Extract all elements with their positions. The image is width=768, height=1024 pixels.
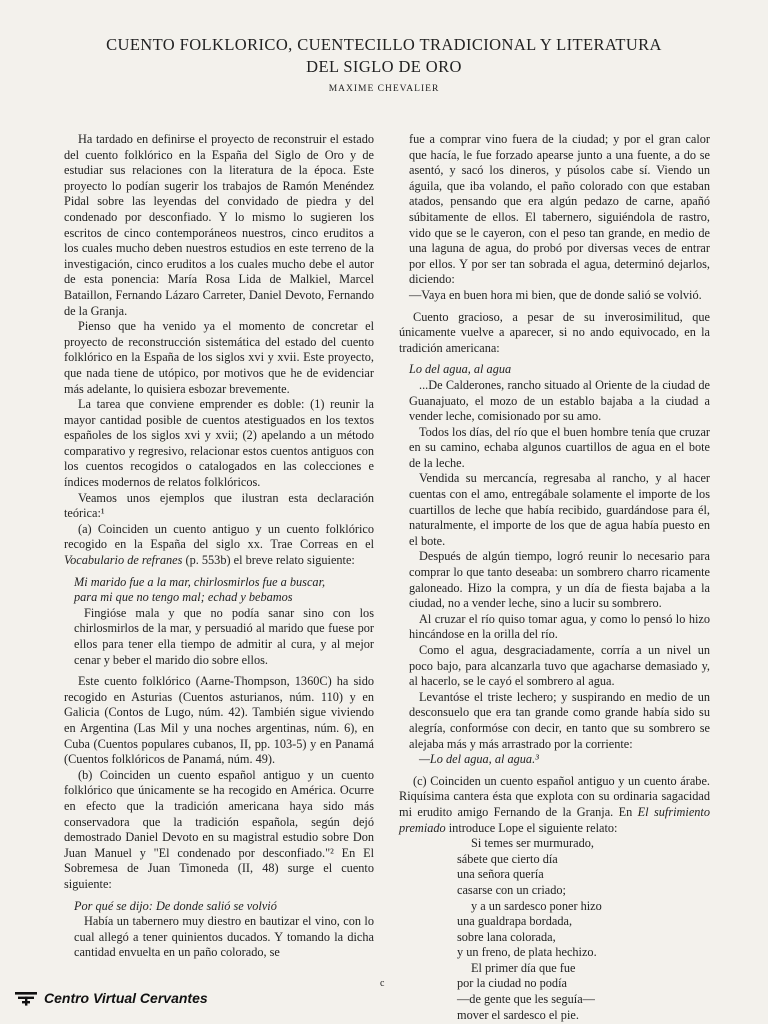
text-run: (p. 553b) el breve relato siguiente: [182, 553, 355, 568]
quote-body: Como el agua, desgraciadamente, corría a un nivel un poco bajo, para alcanzarla tuvo que agacharse demasiado y, al hacerlo, se le cayó el sombrero al agua. [409, 643, 710, 689]
quote-body [399, 752, 710, 768]
quote-title: Por qué se dijo: De donde salió se volvió [74, 898, 277, 913]
quote-body: Levantóse el triste lechero; y suspirando en medio de un desconsuelo que era tan grande como grande había sido su alegría, conformóse con decir, en tanto que su sombrero se alejaba más y más arrastrado por la corriente: [409, 689, 710, 751]
quote-heading [64, 575, 374, 606]
left-column [64, 132, 374, 961]
author-name: MAXIME CHEVALIER [328, 84, 440, 94]
quote-body: Fingióse mala y que no podía sanar sino con los chirlosmirlos de la mar, y persuadió al marido que fuese por ellos para tener ella tiempo de admitir al cura, y al mejor cenar y beber el marido dio sobre ellos. [74, 605, 374, 667]
paragraph: La tarea que conviene emprender es doble: (1) reunir la mayor cantidad posible de cuentos atestiguados en los textos españoles de los siglos xvi y xvii; (2) apelando a un método comparativo y regresivo, relacionar estos cuentos antiguos con los cuentos recogidos o catalogados en las colecciones e índices modernos de relatos folklóricos. [64, 397, 374, 490]
verse-line: por la ciudad no podía [457, 976, 567, 991]
verse-line: y a un sardesco poner hizo [471, 898, 602, 913]
quote-heading [64, 899, 374, 915]
quote-body: Al cruzar el río quiso tomar agua, y como lo pensó lo hizo hincándose en la orilla del río. [409, 611, 710, 642]
verse-line: —de gente que les seguía— [457, 992, 595, 1007]
quote-body: fue a comprar vino fuera de la ciudad; y por el gran calor que hacía, le fue forzado apearse junto a una fuente, a do se asentó, y sacó los dineros, y púsolos cabe sí. Viendo un águila, que iba volando, el paño colorado con que estaban atados, pensando que era algún pedazo de carne, apañó súbitamente de ellos. El tabernero, siguiéndola de rastro, vido que se le cayeron, con el peso tan grande, en medio de una laguna de agua, do probó por diversas veces de entrar por ellos. Y por ser tan sobrada el agua, determinó dejarlos, diciendo: [409, 132, 710, 287]
quote-body: ...De Calderones, rancho situado al Oriente de la ciudad de Guanajuato, el mozo de un establo bajaba a la ciudad a vender leche, comisionado por su amo. [409, 377, 710, 424]
verse-line: y un freno, de plata hechizo. [457, 945, 597, 960]
verse-line: una señora quería [457, 867, 544, 882]
quote-title: Lo del agua, al agua [409, 362, 512, 377]
article-title [0, 34, 768, 78]
paragraph: Veamos unos ejemplos que ilustran esta declaración teórica:¹ [64, 490, 374, 521]
quote-body: Todos los días, del río que el buen hombre tenía que cruzar en su camino, echaba algunos cuartillos de agua en el bote de la leche. [409, 424, 710, 470]
page-mark: c [380, 978, 385, 989]
quote-heading [399, 362, 710, 378]
italic-title: Vocabulario de refranes [64, 553, 183, 568]
paragraph: Pienso que ha venido ya el momento de concretar el proyecto de reconstrucción sistemática del estado del cuento folklórico en la España de los siglos xvi y xvii. Este proyecto, que nada tiene de utópico, por motivos que he de evidenciar más adelante, lo quisiera esbozar brevemente. [64, 319, 374, 396]
quote-line: para mi que no tengo mal; echad y bebamos [74, 590, 293, 605]
footer-brand-text: Centro Virtual Cervantes [44, 990, 208, 1006]
footer-brand[interactable] [14, 990, 208, 1006]
verse-line: casarse con un criado; [457, 882, 566, 897]
quote-dialog: —Vaya en buen hora mi bien, que de donde salió se volvió. [409, 287, 702, 302]
paragraph: Este cuento folklórico (Aarne-Thompson, 1360C) ha sido recogido en Asturias (Cuentos asturianos, núm. 110) y en Galicia (Contos de Lugo, núm. 42). También sigue viviendo en Argentina (Las Mil y una noches argentinas, núm. 6), en Cuba (Cuentos populares cubanos, II, pp. 103-5) y en Panamá (Cuentos folklóricos de Panamá, núm. 49). [64, 674, 374, 767]
verse-block [457, 836, 710, 1023]
quote-body: Había un tabernero muy diestro en bautizar el vino, con lo cual allegó a tener quinientos ducados. Y tomando la dicha cantidad envuelta en un paño colorado, se [74, 914, 374, 960]
paragraph: (b) Coinciden un cuento español antiguo y un cuento folklórico que únicamente se ha recogido en América. Ocurre en efecto que la tradición americana haya sido más conservadora que la tradición española, según dejó demostrado Daniel Devoto en su magistral estudio sobre Don Juan Manuel y "El condenado por desconfiado."² En El Sobremesa de Juan Timoneda (II, 48) surge el cuento siguiente: [64, 767, 374, 891]
paragraph [64, 522, 374, 569]
right-column [399, 132, 710, 1023]
quote-line: —Lo del agua, al agua.³ [419, 752, 539, 767]
verse-line: Si temes ser murmurado, [471, 836, 594, 851]
verse-line: El primer día que fue [471, 960, 576, 975]
text-run: introduce Lope el siguiente relato: [445, 820, 618, 835]
title-line-1: CUENTO FOLKLORICO, CUENTECILLO TRADICIONAL Y LITERATURA [106, 35, 662, 54]
quote-body: Después de algún tiempo, logró reunir lo necesario para comprar lo que tanto deseaba: un sombrero charro ricamente galoneado. Hizo la compra, y un día de fiesta bajaba a la ciudad, no a vender leche, sino a lucir su sombrero. [409, 549, 710, 611]
verse-line: sábete que cierto día [457, 851, 558, 866]
cervantes-logo-icon [14, 990, 38, 1006]
verse-line: mover el sardesco el pie. [457, 1007, 579, 1022]
italic-title: El sufrimiento premiado [399, 804, 710, 835]
title-line-2: DEL SIGLO DE ORO [306, 57, 462, 76]
paragraph: Cuento gracioso, a pesar de su inverosimilitud, que únicamente vuelve a aparecer, si no ando equivocado, en la tradición americana: [399, 309, 710, 355]
verse-line: sobre lana colorada, [457, 929, 556, 944]
quote-line: Mi marido fue a la mar, chirlosmirlos fue a buscar, [74, 574, 326, 589]
paragraph [399, 774, 710, 836]
quote-body: Vendida su mercancía, regresaba al rancho, y al hacer cuentas con el amo, entregábale solamente el importe de los cuartillos de leche que había recibido, guardándose para él, naturalmente, el importe de los que de agua había puesto en el bote. [409, 471, 710, 548]
paragraph: Ha tardado en definirse el proyecto de reconstruir el estado del cuento folklórico en la España del Siglo de Oro y de estudiar sus relaciones con la literatura de la época. Este proyecto lo podían sugerir los trabajos de Ramón Menéndez Pidal sobre las leyendas del convidado de piedra y del condenado por desconfiado. Y lo mismo lo sugieren los escritos de cinco contemporáneos nuestros, cinco eruditos a los cuales mucho deben nuestros estudios en este terreno de la investigación, cinco eruditos a los cuales mucho debe el autor de esta ponencia: María Rosa Lida de Malkiel, Marcel Bataillon, Fernando Lázaro Carreter, Daniel Devoto, Fernando de la Granja. [64, 132, 374, 318]
verse-line: una gualdrapa bordada, [457, 914, 573, 929]
text-run: (c) Coinciden un cuento español antiguo y un cuento árabe. Riquísima cantera ésta que explota con su ordinaria sagacidad mi erudito amigo Fernando de la Granja. En [399, 773, 710, 819]
text-run: (a) Coinciden un cuento antiguo y un cuento folklórico recogido en la España del siglo xx. Trae Correas en el [64, 521, 374, 552]
